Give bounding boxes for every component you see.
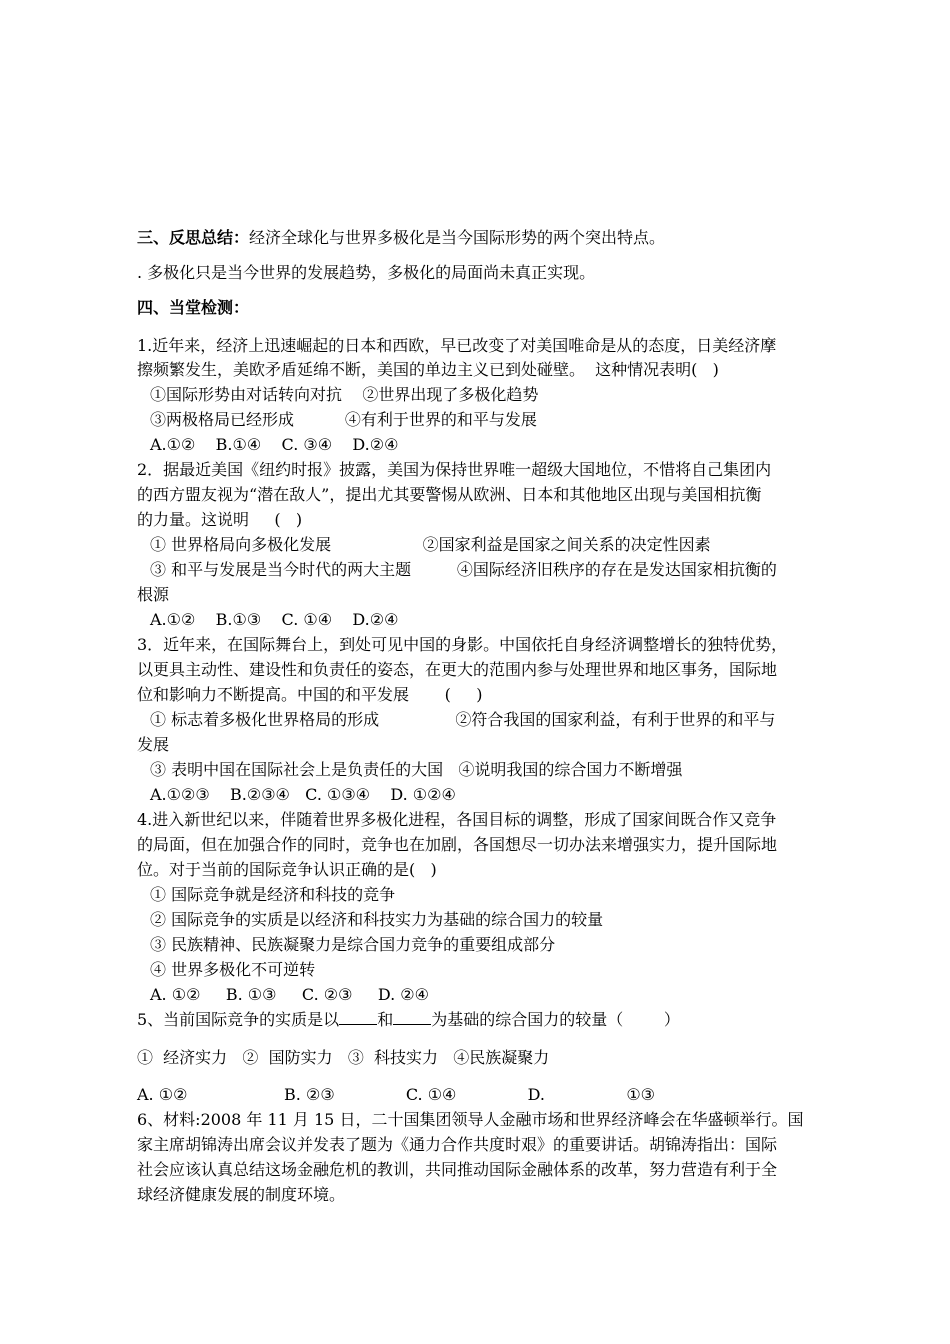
q6-line2: 家主席胡锦涛出席会议并发表了题为《通力合作共度时艰》的重要讲话。胡锦涛指出：国际: [137, 1135, 778, 1154]
q5-blank-2: [393, 1010, 431, 1025]
section3-line: [137, 228, 665, 248]
q5-stem-post: 为基础的综合国力的较量（ ）: [431, 1010, 680, 1029]
q3-line3: 位和影响力不断提高。中国的和平发展 ( ): [137, 685, 483, 704]
q4-answers: A. ①② B. ①③ C. ②③ D. ②④: [150, 985, 429, 1004]
q2-options1: ① 世界格局向多极化发展 ②国家利益是国家之间关系的决定性因素: [150, 535, 711, 554]
q6-line3: 社会应该认真总结这场金融危机的教训，共同推动国际金融体系的改革，努力营造有利于全: [137, 1160, 778, 1179]
q5-stem-pre: 5、当前国际竞争的实质是以: [137, 1010, 340, 1029]
q3-options2: 发展: [137, 735, 170, 754]
q4-line1: 4.进入新世纪以来，伴随着世界多极化进程，各国目标的调整，形成了国家间既合作又竞争: [137, 810, 777, 829]
q3-options3: ③ 表明中国在国际社会上是负责任的大国 ④说明我国的综合国力不断增强: [150, 760, 683, 779]
q4-options3: ③ 民族精神、民族凝聚力是综合国力竞争的重要组成部分: [150, 935, 556, 954]
q4-line3: 位。对于当前的国际竞争认识正确的是( ): [137, 860, 437, 879]
section3-heading: 三、反思总结：: [137, 228, 250, 247]
q5-blank-1: [339, 1010, 377, 1025]
q1-options2: ③两极格局已经形成 ④有利于世界的和平与发展: [150, 410, 537, 429]
q2-answers: A.①② B.①③ C. ①④ D.②④: [150, 610, 399, 629]
q3-options1: ① 标志着多极化世界格局的形成 ②符合我国的国家利益，有利于世界的和平与: [150, 710, 776, 729]
q3-line2: 以更具主动性、建设性和负责任的姿态，在更大的范围内参与处理世界和地区事务，国际地: [137, 660, 778, 679]
q2-options3: 根源: [137, 585, 170, 604]
q1-line2: 擦频繁发生，美欧矛盾延绵不断，美国的单边主义已到处碰壁。 这种情况表明( ): [137, 360, 719, 379]
q2-line2: 的西方盟友视为“潜在敌人”，提出尤其要警惕从欧洲、日本和其他地区出现与美国相抗衡: [137, 485, 762, 504]
q2-line1: 2．据最近美国《纽约时报》披露，美国为保持世界唯一超级大国地位，不惜将自己集团内: [137, 460, 772, 479]
q1-answers: A.①② B.①④ C. ③④ D.②④: [150, 435, 399, 454]
q4-options2: ② 国际竞争的实质是以经济和科技实力为基础的综合国力的较量: [150, 910, 604, 929]
q5-stem: [137, 1010, 680, 1030]
section4-heading: 四、当堂检测：: [137, 298, 250, 317]
q2-line3: 的力量。这说明 ( ): [137, 510, 303, 529]
q6-line1: 6、材料:2008 年 11 月 15 日，二十国集团领导人金融市场和世界经济峰会在华盛顿举行。国: [137, 1110, 804, 1129]
q2-options2: ③ 和平与发展是当今时代的两大主题 ④国际经济旧秩序的存在是发达国家相抗衡的: [150, 560, 777, 579]
q3-line1: 3．近年来，在国际舞台上，到处可见中国的身影。中国依托自身经济调整增长的独特优势，: [137, 635, 788, 654]
q4-options1: ① 国际竞争就是经济和科技的竞争: [150, 885, 396, 904]
q1-options1: ①国际形势由对话转向对抗 ②世界出现了多极化趋势: [150, 385, 539, 404]
section3-line2: . 多极化只是当今世界的发展趋势，多极化的局面尚未真正实现。: [137, 263, 596, 282]
q3-answers: A.①②③ B.②③④ C. ①③④ D. ①②④: [150, 785, 456, 804]
q4-options4: ④ 世界多极化不可逆转: [150, 960, 316, 979]
q5-options: ① 经济实力 ② 国防实力 ③ 科技实力 ④民族凝聚力: [137, 1048, 550, 1067]
q1-line1: 1.近年来，经济上迅速崛起的日本和西欧，早已改变了对美国唯命是从的态度，日美经济摩: [137, 336, 777, 355]
q5-answers: A. ①② B. ②③ C. ①④ D. ①③: [137, 1085, 656, 1104]
q4-line2: 的局面，但在加强合作的同时，竞争也在加剧，各国想尽一切办法来增强实力，提升国际地: [137, 835, 778, 854]
q5-stem-mid: 和: [377, 1010, 394, 1029]
q6-line4: 球经济健康发展的制度环境。: [137, 1185, 346, 1204]
section3-text: 经济全球化与世界多极化是当今国际形势的两个突出特点。: [249, 228, 666, 247]
